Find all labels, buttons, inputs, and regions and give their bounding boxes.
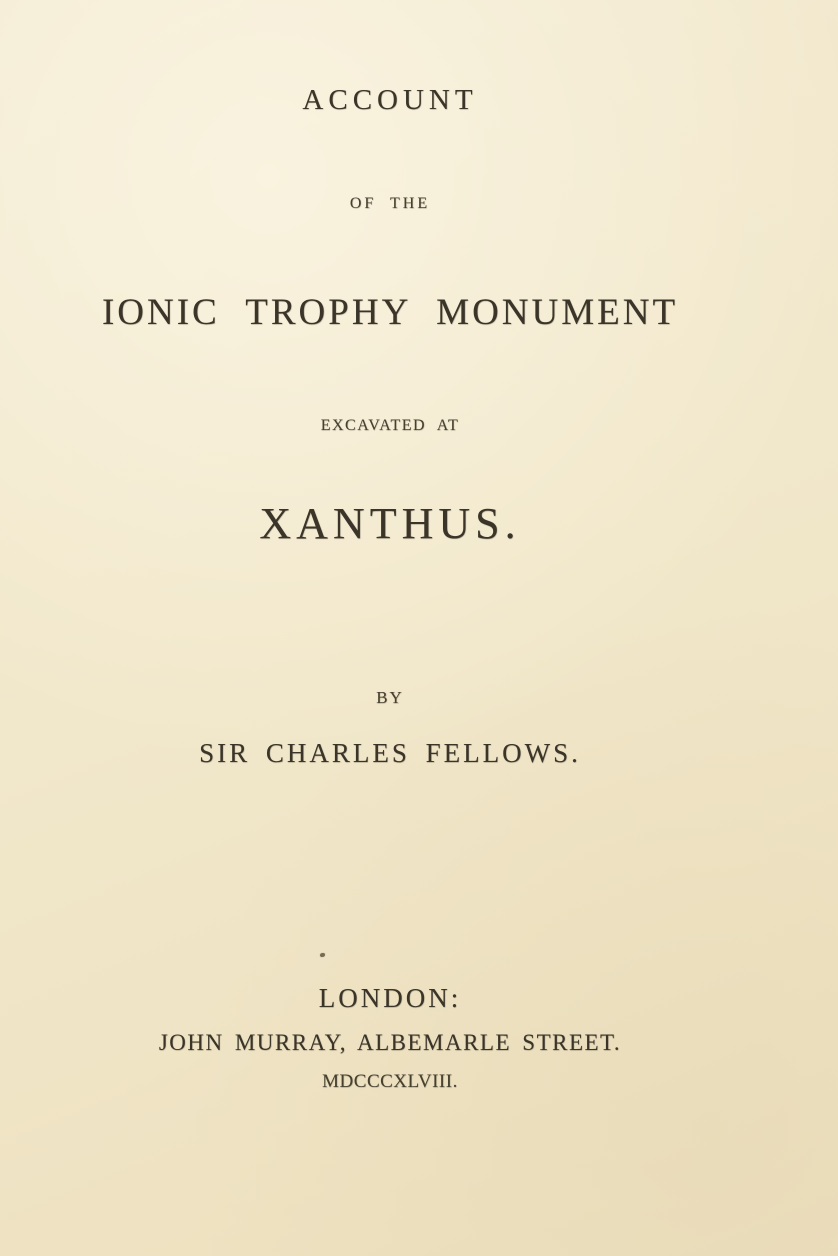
main-title: IONIC TROPHY MONUMENT — [101, 292, 679, 333]
ink-speck-mark — [320, 953, 325, 957]
place-title: XANTHUS. — [259, 499, 521, 548]
title-qualifier: EXCAVATED AT — [320, 417, 460, 434]
imprint-city: LONDON: — [318, 983, 462, 1013]
author-name: SIR CHARLES FELLOWS. — [199, 738, 581, 768]
imprint-year: MDCCCXLVIII. — [322, 1071, 458, 1092]
subtitle-connector: OF THE — [349, 195, 431, 212]
page-title: ACCOUNT — [302, 84, 478, 116]
byline-label: BY — [376, 688, 404, 707]
imprint-publisher: JOHN MURRAY, ALBEMARLE STREET. — [158, 1030, 622, 1055]
